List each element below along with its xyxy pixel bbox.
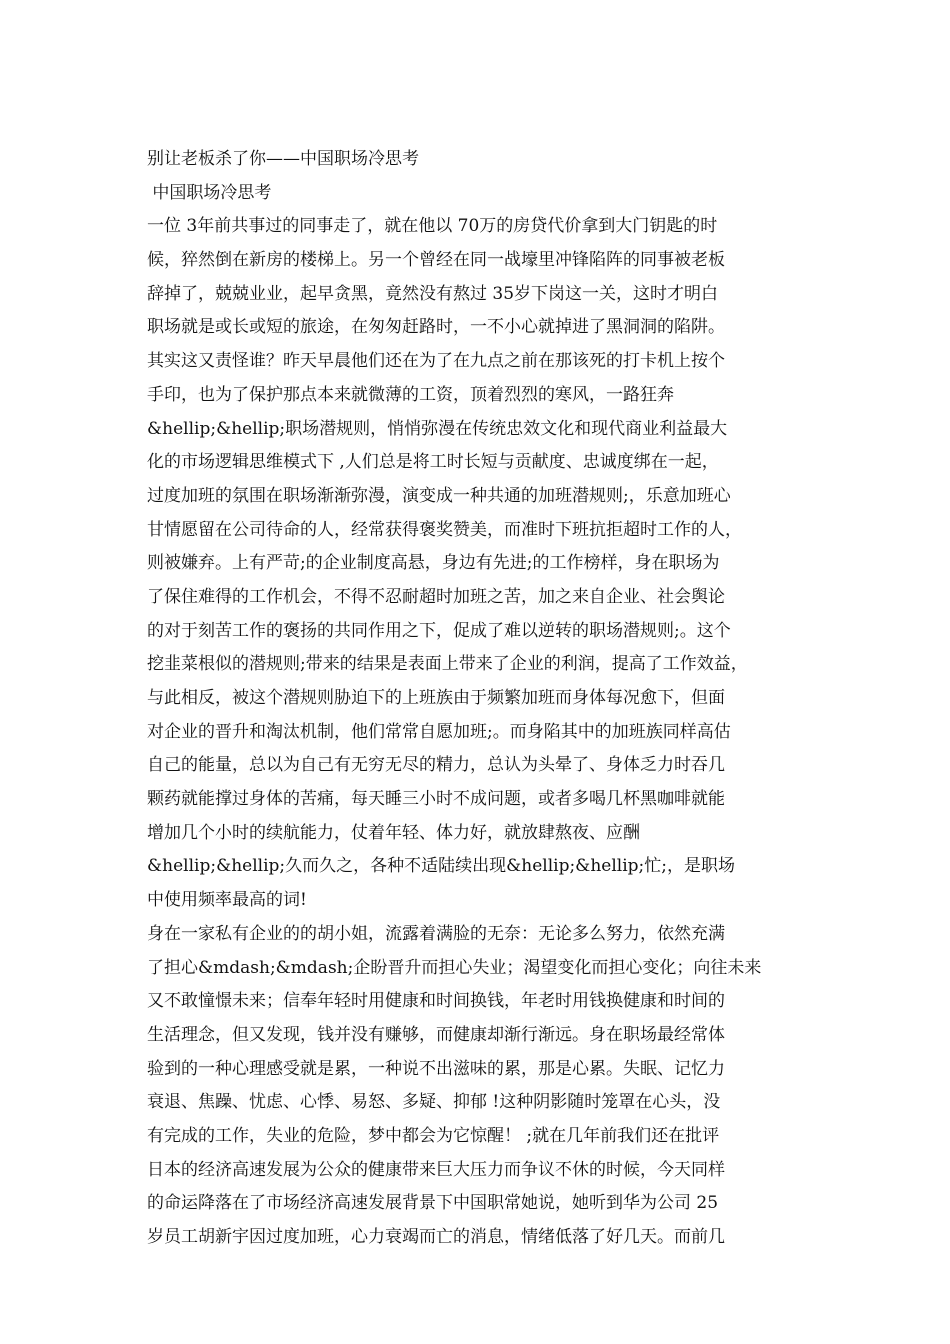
- text-line: 了担心&mdash;&mdash;企盼晋升而担心失业；渴望变化而担心变化；向往未来: [147, 957, 762, 978]
- text-line: 生活理念，但又发现，钱并没有赚够，而健康却渐行渐远。身在职场最经常体: [147, 1024, 725, 1045]
- text-line: 与此相反，被这个潜规则胁迫下的上班族由于频繁加班而身体每况愈下，但面: [147, 688, 725, 708]
- text-line: 甘情愿留在公司待命的人，经常获得褒奖赞美，而准时下班抗拒超时工作的人，: [147, 519, 742, 540]
- text-line: 验到的一种心理感受就是累，一种说不出滋味的累，那是心累。失眠、记忆力: [147, 1058, 725, 1079]
- text-line: 中使用频率最高的词!: [147, 890, 307, 911]
- text-line: 对企业的晋升和淘汰机制，他们常常自愿加班;。而身陷其中的加班族同样高估: [147, 721, 731, 742]
- text-line: 的命运降落在了市场经济高速发展背景下中国职常她说，她听到华为公司 25: [147, 1193, 719, 1214]
- text-line: 挖韭菜根似的潜规则;带来的结果是表面上带来了企业的利润，提高了工作效益，: [147, 654, 748, 675]
- text-line: 候，猝然倒在新房的楼梯上。另一个曾经在同一战壕里冲锋陷阵的同事被老板: [147, 250, 725, 271]
- text-line: 辞掉了，兢兢业业，起早贪黑，竟然没有熬过 35岁下岗这一关，这时才明白: [147, 283, 719, 304]
- text-line: 有完成的工作，失业的危险，梦中都会为它惊醒！ ;就在几年前我们还在批评: [147, 1125, 720, 1146]
- text-line: 职场就是或长或短的旅途，在匆匆赶路时，一不小心就掉进了黑洞洞的陷阱。: [147, 317, 725, 338]
- text-line: 过度加班的氛围在职场渐渐弥漫，演变成一种共通的加班潜规则;，乐意加班心: [147, 485, 731, 506]
- document-subtitle: 中国职场冷思考: [147, 182, 272, 203]
- text-line: &hellip;&hellip;久而久之，各种不适陆续出现&hellip;&hellip;忙;，是职场: [147, 856, 735, 877]
- text-line: 身在一家私有企业的的胡小姐，流露着满脸的无奈：无论多么努力，依然充满: [147, 923, 725, 944]
- document-title: 别让老板杀了你——中国职场冷思考: [147, 149, 419, 169]
- text-line: 化的市场逻辑思维模式下 ,人们总是将工时长短与贡献度、忠诚度绑在一起，: [147, 452, 719, 473]
- text-line: 衰退、焦躁、忧虑、心悸、易怒、多疑、抑郁 !这种阴影随时笼罩在心头，没: [147, 1092, 721, 1113]
- text-line: 其实这又责怪谁？昨天早晨他们还在为了在九点之前在那该死的打卡机上按个: [147, 351, 725, 372]
- text-line: 又不敢憧憬未来；信奉年轻时用健康和时间换钱，年老时用钱换健康和时间的: [147, 991, 725, 1012]
- text-line: 手印，也为了保护那点本来就微薄的工资，顶着烈烈的寒风，一路狂奔: [147, 384, 674, 405]
- text-line: 岁员工胡新宇因过度加班，心力衰竭而亡的消息，情绪低落了好几天。而前几: [147, 1227, 725, 1247]
- text-line: 的对于刻苦工作的褒扬的共同作用之下，促成了难以逆转的职场潜规则;。这个: [147, 620, 731, 641]
- text-line: &hellip;&hellip;职场潜规则，悄悄弥漫在传统忠效文化和现代商业利益最大: [147, 418, 728, 439]
- text-line: 则被嫌弃。上有严苛;的企业制度高悬，身边有先进;的工作榜样，身在职场为: [147, 553, 720, 574]
- document-body: [147, 143, 827, 1255]
- text-line: 了保住难得的工作机会，不得不忍耐超时加班之苦，加之来自企业、社会舆论: [147, 586, 725, 607]
- text-line: 自己的能量，总以为自己有无穷无尽的精力，总认为头晕了、身体乏力时吞几: [147, 755, 725, 776]
- text-line: 一位 3年前共事过的同事走了，就在他以 70万的房贷代价拿到大门钥匙的时: [147, 216, 718, 237]
- text-line: 日本的经济高速发展为公众的健康带来巨大压力而争议不休的时候，今天同样: [147, 1159, 725, 1180]
- text-line: 增加几个小时的续航能力，仗着年轻、体力好，就放肆熬夜、应酬: [147, 822, 640, 843]
- text-line: 颗药就能撑过身体的苦痛，每天睡三小时不成问题，或者多喝几杯黑咖啡就能: [147, 789, 725, 810]
